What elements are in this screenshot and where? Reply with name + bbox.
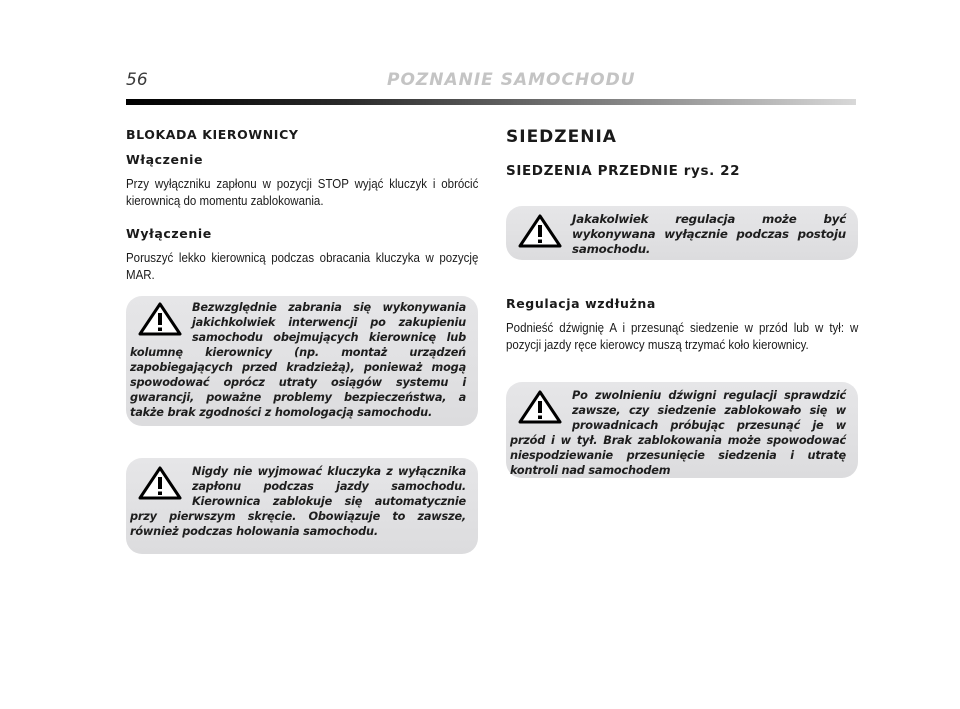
warning-box-modifications xyxy=(126,296,478,426)
section-title-steering-lock: BLOKADA KIEROWNICY xyxy=(126,127,299,142)
page-header-title: POZNANIE SAMOCHODU xyxy=(387,70,636,90)
heading-longitudinal-adjust: Regulacja wzdłużna xyxy=(506,296,656,311)
page-number: 56 xyxy=(126,70,148,90)
warning-text-modifications: Bezwzględnie zabrania się wykonywania jakichkolwiek interwencji po zakupieniu samochodu obejmujących kierownicę lub kolumnę kierownicy (np. montaż urządzeń zapobiegających przed kradzieżą), ponieważ mogą spowodować oprócz utraty osiągów systemu i gwarancji, poważne problemy bezpieczeństwa, a także brak zgodności z homologacją samochodu. xyxy=(130,301,466,419)
warning-triangle-icon xyxy=(518,390,562,424)
warning-triangle-icon xyxy=(138,466,182,500)
enable-text: Przy wyłączniku zapłonu w pozycji STOP wyjąć kluczyk i obrócić kierownicą do momentu zablokowania. xyxy=(126,177,479,208)
adjust-text: Podnieść dźwignię A i przesunąć siedzenie w przód lub w tył: w pozycji jazdy ręce kierowcy muszą trzymać koło kierownicy. xyxy=(506,321,859,352)
subsection-title-front-seats: SIEDZENIA PRZEDNIE rys. 22 xyxy=(506,163,741,179)
warning-triangle-icon xyxy=(518,214,562,248)
warning-text-lever-release: Po zwolnieniu dźwigni regulacji sprawdzić zawsze, czy siedzenie zablokowało się w prowadnicach próbując przesunąć je w przód i w tył. Brak zablokowania może spowodować niespodziewanie przesunięcie siedzenia i utratę kontroli nad samochodem xyxy=(510,389,846,477)
warning-triangle-icon xyxy=(138,302,182,336)
warning-text-key-removal: Nigdy nie wyjmować kluczyka z wyłącznika zapłonu podczas jazdy samochodu. Kierownica zablokuje się automatycznie przy pierwszym skręcie. Obowiązuje to zawsze, również podczas holowania samochodu. xyxy=(130,465,466,538)
heading-enable: Włączenie xyxy=(126,152,204,167)
disable-text: Poruszyć lekko kierownicą podczas obracania kluczyka w pozycję MAR. xyxy=(126,251,479,282)
warning-box-key-removal xyxy=(126,458,478,554)
section-title-seats: SIEDZENIA xyxy=(506,127,617,147)
heading-disable: Wyłączenie xyxy=(126,226,212,241)
warning-text-adjust-parked: Jakakolwiek regulacja może być wykonywana wyłącznie podczas postoju samochodu. xyxy=(572,212,846,256)
warning-box-adjust-parked xyxy=(506,206,858,260)
warning-box-lever-release xyxy=(506,382,858,478)
header-rule xyxy=(126,99,856,105)
